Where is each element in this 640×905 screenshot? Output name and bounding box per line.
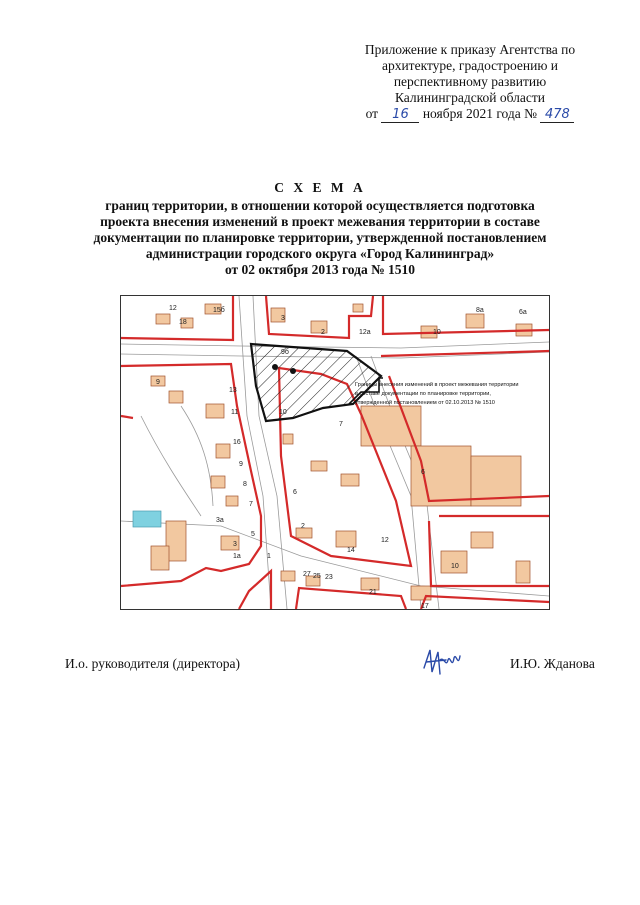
building-number: 25 xyxy=(313,573,321,580)
appendix-line-2: архитектуре, градостроению и xyxy=(381,58,559,73)
date-day-handwritten: 16 xyxy=(381,108,419,123)
appendix-line-1: Приложение к приказу Агентства по xyxy=(364,42,576,57)
building-number: 1а xyxy=(233,553,241,560)
building-number: 6 xyxy=(421,469,425,476)
building-number: 14 xyxy=(347,547,355,554)
building-number: 7 xyxy=(249,501,253,508)
appendix-block xyxy=(330,42,610,123)
title-line-5: от 02 октября 2013 года № 1510 xyxy=(224,262,416,277)
building-number: 10 xyxy=(279,409,287,416)
building-number: 16 xyxy=(233,439,241,446)
building-number: 5 xyxy=(251,531,255,538)
territory-map xyxy=(120,295,550,610)
building-number: 7 xyxy=(339,421,343,428)
building-number: 3а xyxy=(216,517,224,524)
title-line-4: администрации городского округа «Город Калининград» xyxy=(145,246,495,261)
date-month-year: ноября 2021 года № xyxy=(422,106,538,121)
building-number: 15б xyxy=(213,307,225,314)
title-line-2: проекта внесения изменений в проект межевания территории в составе xyxy=(100,214,540,229)
building-number: 3 xyxy=(281,315,285,322)
title-line-3: документации по планировке территории, утвержденной постановлением xyxy=(93,230,547,245)
marker-dot xyxy=(290,368,296,374)
building-number: 27 xyxy=(303,571,311,578)
building-number: 8 xyxy=(243,481,247,488)
building-number: 21 xyxy=(369,589,377,596)
building-number: 12а xyxy=(359,329,371,336)
handwritten-signature xyxy=(420,646,466,680)
date-prefix: от xyxy=(365,106,379,121)
map-canvas xyxy=(121,296,549,609)
building-number: 10 xyxy=(433,329,441,336)
signatory-name: И.Ю. Жданова xyxy=(510,656,595,671)
building-number: 6 xyxy=(293,489,297,496)
appendix-line-3: перспективному развитию xyxy=(393,74,547,89)
building-number: 17 xyxy=(421,603,429,609)
building-number: 12 xyxy=(381,537,389,544)
appendix-date-line xyxy=(330,106,610,123)
building-number: 6а xyxy=(519,309,527,316)
legend-line-2: в составе документации по планировке территории, xyxy=(355,391,491,397)
signature-row xyxy=(65,654,625,678)
building-number: 8а xyxy=(476,307,484,314)
building-number: 18 xyxy=(179,319,187,326)
building-number: 11 xyxy=(231,409,239,416)
pool-area xyxy=(133,511,161,527)
title-heading: С Х Е М А xyxy=(274,180,366,195)
building-number: 2 xyxy=(301,523,305,530)
building-number: 23 xyxy=(325,574,333,581)
building-number: 3 xyxy=(233,541,237,548)
order-number-handwritten: 478 xyxy=(540,108,574,123)
building-number: 12 xyxy=(169,305,177,312)
building-number: 2 xyxy=(321,329,325,336)
document-title xyxy=(70,180,570,278)
building-number: 9б xyxy=(281,349,289,356)
signatory-title: И.о. руководителя (директора) xyxy=(65,656,240,671)
legend-line-3: утвержденной постановлением от 02.10.2013 № 1510 xyxy=(355,400,495,406)
building-number: 13 xyxy=(229,387,237,394)
title-line-1: границ территории, в отношении которой осуществляется подготовка xyxy=(105,198,535,213)
building-number: 1 xyxy=(267,553,271,560)
building-number: 10 xyxy=(451,563,459,570)
appendix-line-4: Калининградской области xyxy=(394,90,546,105)
marker-dot xyxy=(272,364,278,370)
legend-line-1: Границы внесения изменений в проект межевания территории xyxy=(355,382,519,388)
building-number: 9 xyxy=(239,461,243,468)
building-number: 9 xyxy=(156,379,160,386)
